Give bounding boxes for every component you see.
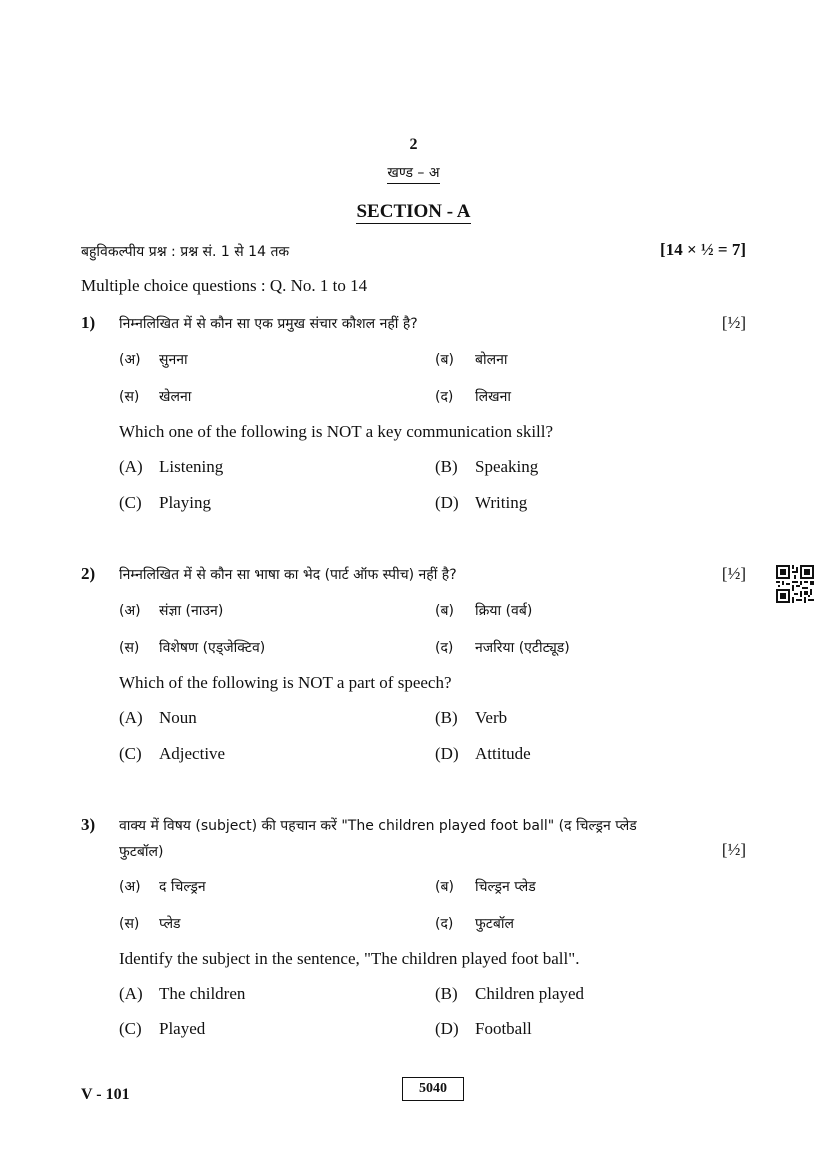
mcq-marks: [14 × ½ = 7] [660,240,746,259]
option-en-c: (C) Played [119,1019,206,1038]
option-hi-a: (अ) द चिल्ड्रन [119,879,206,895]
mcq-instruction-en: Multiple choice questions : Q. No. 1 to 14 [81,276,368,295]
question-text-hi: निम्नलिखित में से कौन सा भाषा का भेद (पार्ट ऑफ स्पीच) नहीं है? [119,567,457,583]
question-marks: [½] [721,840,746,859]
option-en-b: (B) Speaking [435,457,539,476]
question-text-en: Identify the subject in the sentence, "The children played foot ball". [119,949,580,968]
option-hi-c: (स) प्लेड [119,916,181,932]
option-hi-b: (ब) क्रिया (वर्ब) [435,603,533,619]
option-hi-b: (ब) बोलना [435,352,508,368]
question-text-hi: निम्नलिखित में से कौन सा एक प्रमुख संचार कौशल नहीं है? [119,316,418,332]
option-en-d: (D) Writing [435,493,528,512]
option-en-a: (A) Listening [119,457,224,476]
page-code-box: 5040 [402,1077,464,1101]
option-en-a: (A) The children [119,984,246,1003]
option-en-c: (C) Playing [119,493,211,512]
question-text-en: Which one of the following is NOT a key communication skill? [119,422,554,441]
mcq-instruction-hi: बहुविकल्पीय प्रश्न : प्रश्न सं. 1 से 14 तक [81,244,290,260]
khand-title: खण्ड – अ [0,163,827,182]
option-hi-c: (स) विशेषण (एड्जेक्टिव) [119,640,266,656]
option-en-d: (D) Football [435,1019,532,1038]
option-en-b: (B) Verb [435,708,508,727]
question-number: 2) [81,564,96,583]
option-hi-b: (ब) चिल्ड्रन प्लेड [435,879,536,895]
question-marks: [½] [721,564,746,583]
question-marks: [½] [721,313,746,332]
qr-code-icon [776,565,814,603]
option-hi-d: (द) नजरिया (एटीट्यूड) [435,640,570,656]
section-title: SECTION - A [356,201,471,222]
option-en-c: (C) Adjective [119,744,226,763]
option-hi-d: (द) लिखना [435,389,511,405]
option-en-d: (D) Attitude [435,744,531,763]
paper-code: V - 101 [81,1086,130,1103]
question-number: 3) [81,815,96,834]
question-number: 1) [81,313,96,332]
option-en-a: (A) Noun [119,708,197,727]
option-hi-a: (अ) संज्ञा (नाउन) [119,603,224,619]
question-text-hi-line2: फुटबॉल) [119,844,164,860]
question-text-hi-line1: वाक्य में विषय (subject) की पहचान करें "The children played foot ball" (द चिल्ड्रन प्लेड [119,818,637,834]
option-hi-c: (स) खेलना [119,389,192,405]
option-en-b: (B) Children played [435,984,585,1003]
page-number: 2 [409,136,418,153]
question-text-en: Which of the following is NOT a part of speech? [119,673,452,692]
option-hi-d: (द) फुटबॉल [435,916,514,932]
option-hi-a: (अ) सुनना [119,352,188,368]
